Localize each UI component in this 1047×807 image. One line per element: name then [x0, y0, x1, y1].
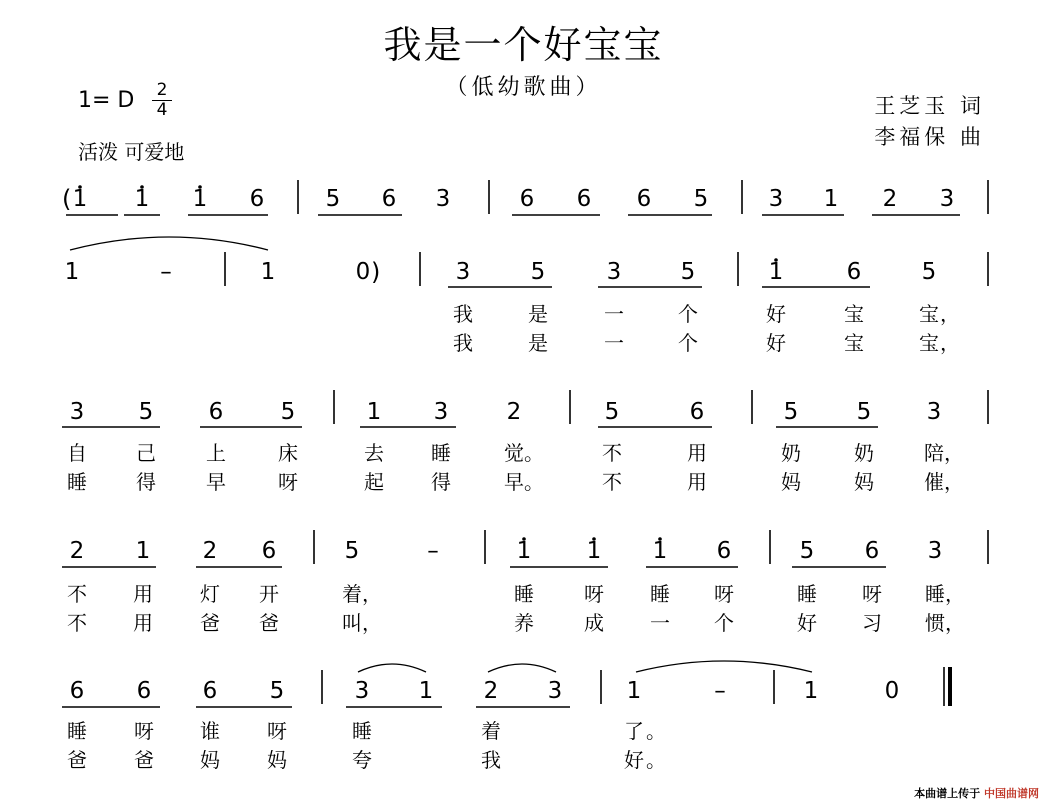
lyric-char: 个 — [678, 331, 698, 355]
note: 6 — [846, 259, 862, 285]
note: 1 — [134, 186, 150, 212]
lyric-char: 爸 — [200, 611, 220, 635]
lyric-char: 一 — [604, 331, 624, 355]
lyric-punctuation: 。 — [524, 441, 544, 465]
lyric-char: 好 — [766, 302, 786, 326]
note: 1 — [652, 538, 668, 564]
lyric-char: 爸 — [67, 748, 87, 772]
lyric-char: 睡 — [67, 470, 87, 494]
lyric-punctuation: ， — [362, 611, 382, 635]
note: 1 — [418, 678, 434, 704]
lyric-char: 奶 — [854, 441, 874, 465]
footer-prefix: 本曲谱上传于 — [914, 787, 981, 800]
song-subtitle: （低幼歌曲） — [445, 75, 602, 100]
lyricist-credit: 王芝玉 词 — [874, 94, 985, 118]
note: 0 — [884, 678, 900, 704]
note: 3 — [939, 186, 955, 212]
lyric-char: 睡 — [352, 719, 372, 743]
note: 3 — [926, 399, 942, 425]
time-signature-top: 2 — [156, 80, 168, 100]
note: 5 — [921, 259, 937, 285]
lyric-punctuation: ， — [944, 441, 964, 465]
lyric-char: 妈 — [854, 470, 874, 494]
lyric-char: 自 — [67, 441, 87, 465]
note: 1 — [803, 678, 819, 704]
note: 1 — [586, 538, 602, 564]
note: 1 — [192, 186, 208, 212]
note: 2 — [506, 399, 522, 425]
lyric-char: 成 — [584, 611, 604, 635]
note: 6 — [208, 399, 224, 425]
lyric-punctuation: ， — [945, 611, 965, 635]
note: – — [160, 259, 172, 285]
note: 6 — [864, 538, 880, 564]
source-footer — [914, 785, 1039, 801]
lyric-char: 妈 — [200, 748, 220, 772]
lyric-char: 谁 — [200, 719, 220, 743]
lyric-char: 是 — [528, 302, 548, 326]
note: 1 — [768, 259, 784, 285]
note: 5 — [693, 186, 709, 212]
note: 2 — [202, 538, 218, 564]
key-signature: 1= D — [78, 88, 135, 113]
note: 3 — [455, 259, 471, 285]
lyric-char: 用 — [687, 470, 707, 494]
lyric-char: 个 — [678, 302, 698, 326]
lyric-char: 早 — [504, 470, 524, 494]
lyric-char: 上 — [206, 441, 226, 465]
note: 2 — [483, 678, 499, 704]
lyric-char: 个 — [714, 611, 734, 635]
lyric-punctuation: 。 — [646, 719, 666, 743]
note: 5 — [325, 186, 341, 212]
note: 3 — [768, 186, 784, 212]
note: 6 — [136, 678, 152, 704]
lyric-char: 了 — [624, 719, 644, 743]
lyric-char: 妈 — [781, 470, 801, 494]
open-paren: ( — [62, 185, 72, 213]
note: 5 — [344, 538, 360, 564]
lyric-char: 呀 — [584, 582, 604, 606]
lyric-char: 呀 — [278, 470, 298, 494]
lyric-char: 催 — [924, 470, 944, 494]
lyric-char: 好 — [766, 331, 786, 355]
lyric-punctuation: 。 — [646, 748, 666, 772]
note: 5 — [604, 399, 620, 425]
note: 5 — [269, 678, 285, 704]
lyric-char: 我 — [453, 331, 473, 355]
note: 5 — [530, 259, 546, 285]
lyric-punctuation: ， — [940, 331, 960, 355]
tempo-marking: 活泼 可爱地 — [78, 140, 185, 164]
lyric-char: 用 — [687, 441, 707, 465]
slur — [488, 664, 556, 672]
lyric-char: 妈 — [267, 748, 287, 772]
lyric-char: 不 — [602, 470, 622, 494]
song-title: 我是一个好宝宝 — [383, 23, 664, 67]
lyric-char: 惯 — [925, 611, 945, 635]
slur — [636, 661, 812, 672]
lyric-char: 用 — [133, 582, 153, 606]
note: 6 — [381, 186, 397, 212]
note: 5 — [856, 399, 872, 425]
lyric-char: 好 — [624, 748, 644, 772]
note: 2 — [882, 186, 898, 212]
note: 5 — [280, 399, 296, 425]
note: 1 — [366, 399, 382, 425]
lyric-char: 呀 — [134, 719, 154, 743]
lyric-char: 夸 — [352, 748, 372, 772]
lyric-char: 睡 — [431, 441, 451, 465]
note: 1 — [135, 538, 151, 564]
note: 1 — [64, 259, 80, 285]
note: 0 — [355, 259, 371, 285]
close-paren: ) — [371, 258, 381, 286]
note: 1 — [516, 538, 532, 564]
lyric-char: 是 — [528, 331, 548, 355]
lyric-char: 宝 — [844, 331, 864, 355]
note: – — [427, 538, 439, 564]
lyric-char: 开 — [259, 582, 279, 606]
note: 3 — [927, 538, 943, 564]
lyric-char: 得 — [136, 470, 156, 494]
note: 3 — [606, 259, 622, 285]
lyric-char: 奶 — [781, 441, 801, 465]
note: 1 — [823, 186, 839, 212]
note: 1 — [72, 186, 88, 212]
lyric-punctuation: ， — [944, 470, 964, 494]
lyric-char: 呀 — [862, 582, 882, 606]
note: 5 — [680, 259, 696, 285]
lyric-char: 养 — [514, 611, 534, 635]
note: 3 — [354, 678, 370, 704]
note: 3 — [433, 399, 449, 425]
lyric-char: 好 — [797, 611, 817, 635]
lyric-char: 睡 — [67, 719, 87, 743]
lyric-char: 宝 — [844, 302, 864, 326]
note: 6 — [576, 186, 592, 212]
lyric-char: 灯 — [200, 582, 220, 606]
lyric-char: 爸 — [259, 611, 279, 635]
lyric-char: 床 — [278, 441, 298, 465]
lyric-char: 早 — [206, 470, 226, 494]
lyric-char: 呀 — [267, 719, 287, 743]
lyric-char: 习 — [862, 611, 882, 635]
lyric-char: 一 — [604, 302, 624, 326]
lyric-char: 得 — [431, 470, 451, 494]
lyric-char: 用 — [133, 611, 153, 635]
lyric-char: 睡 — [650, 582, 670, 606]
lyric-char: 一 — [650, 611, 670, 635]
note: 6 — [249, 186, 265, 212]
lyric-char: 不 — [67, 611, 87, 635]
lyric-char: 我 — [481, 748, 501, 772]
lyric-char: 觉 — [504, 441, 524, 465]
lyric-char: 睡 — [797, 582, 817, 606]
lyric-char: 宝 — [919, 302, 939, 326]
note: 6 — [519, 186, 535, 212]
note: 6 — [716, 538, 732, 564]
lyric-char: 着 — [342, 582, 362, 606]
lyric-char: 睡 — [514, 582, 534, 606]
composer-credit: 李福保 曲 — [874, 125, 985, 149]
lyric-char: 呀 — [714, 582, 734, 606]
lyric-char: 叫 — [342, 611, 362, 635]
lyric-punctuation: ， — [940, 302, 960, 326]
lyric-punctuation: ， — [945, 582, 965, 606]
lyric-char: 去 — [364, 441, 384, 465]
note: 6 — [261, 538, 277, 564]
note: – — [714, 678, 726, 704]
lyric-char: 睡 — [925, 582, 945, 606]
note: 6 — [636, 186, 652, 212]
lyric-punctuation: 。 — [524, 470, 544, 494]
slur — [70, 237, 268, 250]
lyric-char: 己 — [136, 441, 156, 465]
note: 3 — [435, 186, 451, 212]
lyric-char: 陪 — [924, 441, 944, 465]
note: 5 — [799, 538, 815, 564]
slur — [358, 664, 426, 672]
lyric-punctuation: ， — [362, 582, 382, 606]
lyric-char: 不 — [602, 441, 622, 465]
note: 3 — [69, 399, 85, 425]
note: 1 — [260, 259, 276, 285]
note: 3 — [547, 678, 563, 704]
lyric-char: 爸 — [134, 748, 154, 772]
lyric-char: 我 — [453, 302, 473, 326]
note: 6 — [202, 678, 218, 704]
lyric-char: 着 — [481, 719, 501, 743]
lyric-char: 宝 — [919, 331, 939, 355]
note: 5 — [783, 399, 799, 425]
footer-site: 中国曲谱网 — [984, 787, 1039, 800]
note: 5 — [138, 399, 154, 425]
lyric-char: 起 — [364, 470, 384, 494]
time-signature-bottom: 4 — [156, 100, 168, 120]
note: 2 — [69, 538, 85, 564]
note: 6 — [689, 399, 705, 425]
lyric-char: 不 — [67, 582, 87, 606]
note: 1 — [626, 678, 642, 704]
note: 6 — [69, 678, 85, 704]
